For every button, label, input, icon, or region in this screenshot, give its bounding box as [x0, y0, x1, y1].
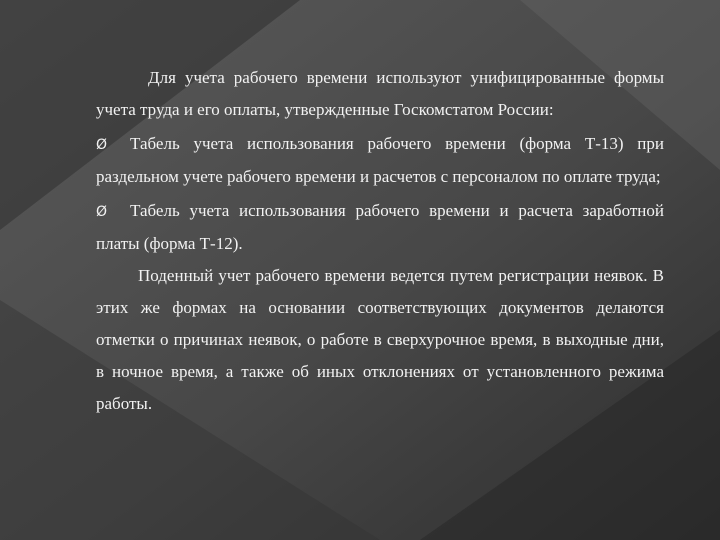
bullet-text: Табель учета использования рабочего времени и расчета заработной платы (форма Т-12). — [96, 201, 664, 253]
slide-content — [96, 62, 664, 420]
arrow-bullet-icon: Ø — [96, 204, 108, 220]
intro-paragraph: Для учета рабочего времени используют унифицированные формы учета труда и его оплаты, утвержденные Госкомстатом России: — [96, 68, 664, 119]
bullet-item — [96, 195, 664, 260]
arrow-bullet-icon: Ø — [96, 137, 108, 153]
bullet-text: Табель учета использования рабочего времени (форма Т-13) при раздельном учете рабочего времени и расчетов с персоналом по оплате труда; — [96, 134, 664, 186]
bullet-item — [96, 128, 664, 193]
closing-paragraph: Поденный учет рабочего времени ведется путем регистрации неявок. В этих же формах на основании соответствующих документов делаются отметки о причинах неявок, о работе в сверхурочное время, в выходные дни, в ночное время, а также об иных отклонениях от установленного режима работы. — [96, 266, 664, 413]
